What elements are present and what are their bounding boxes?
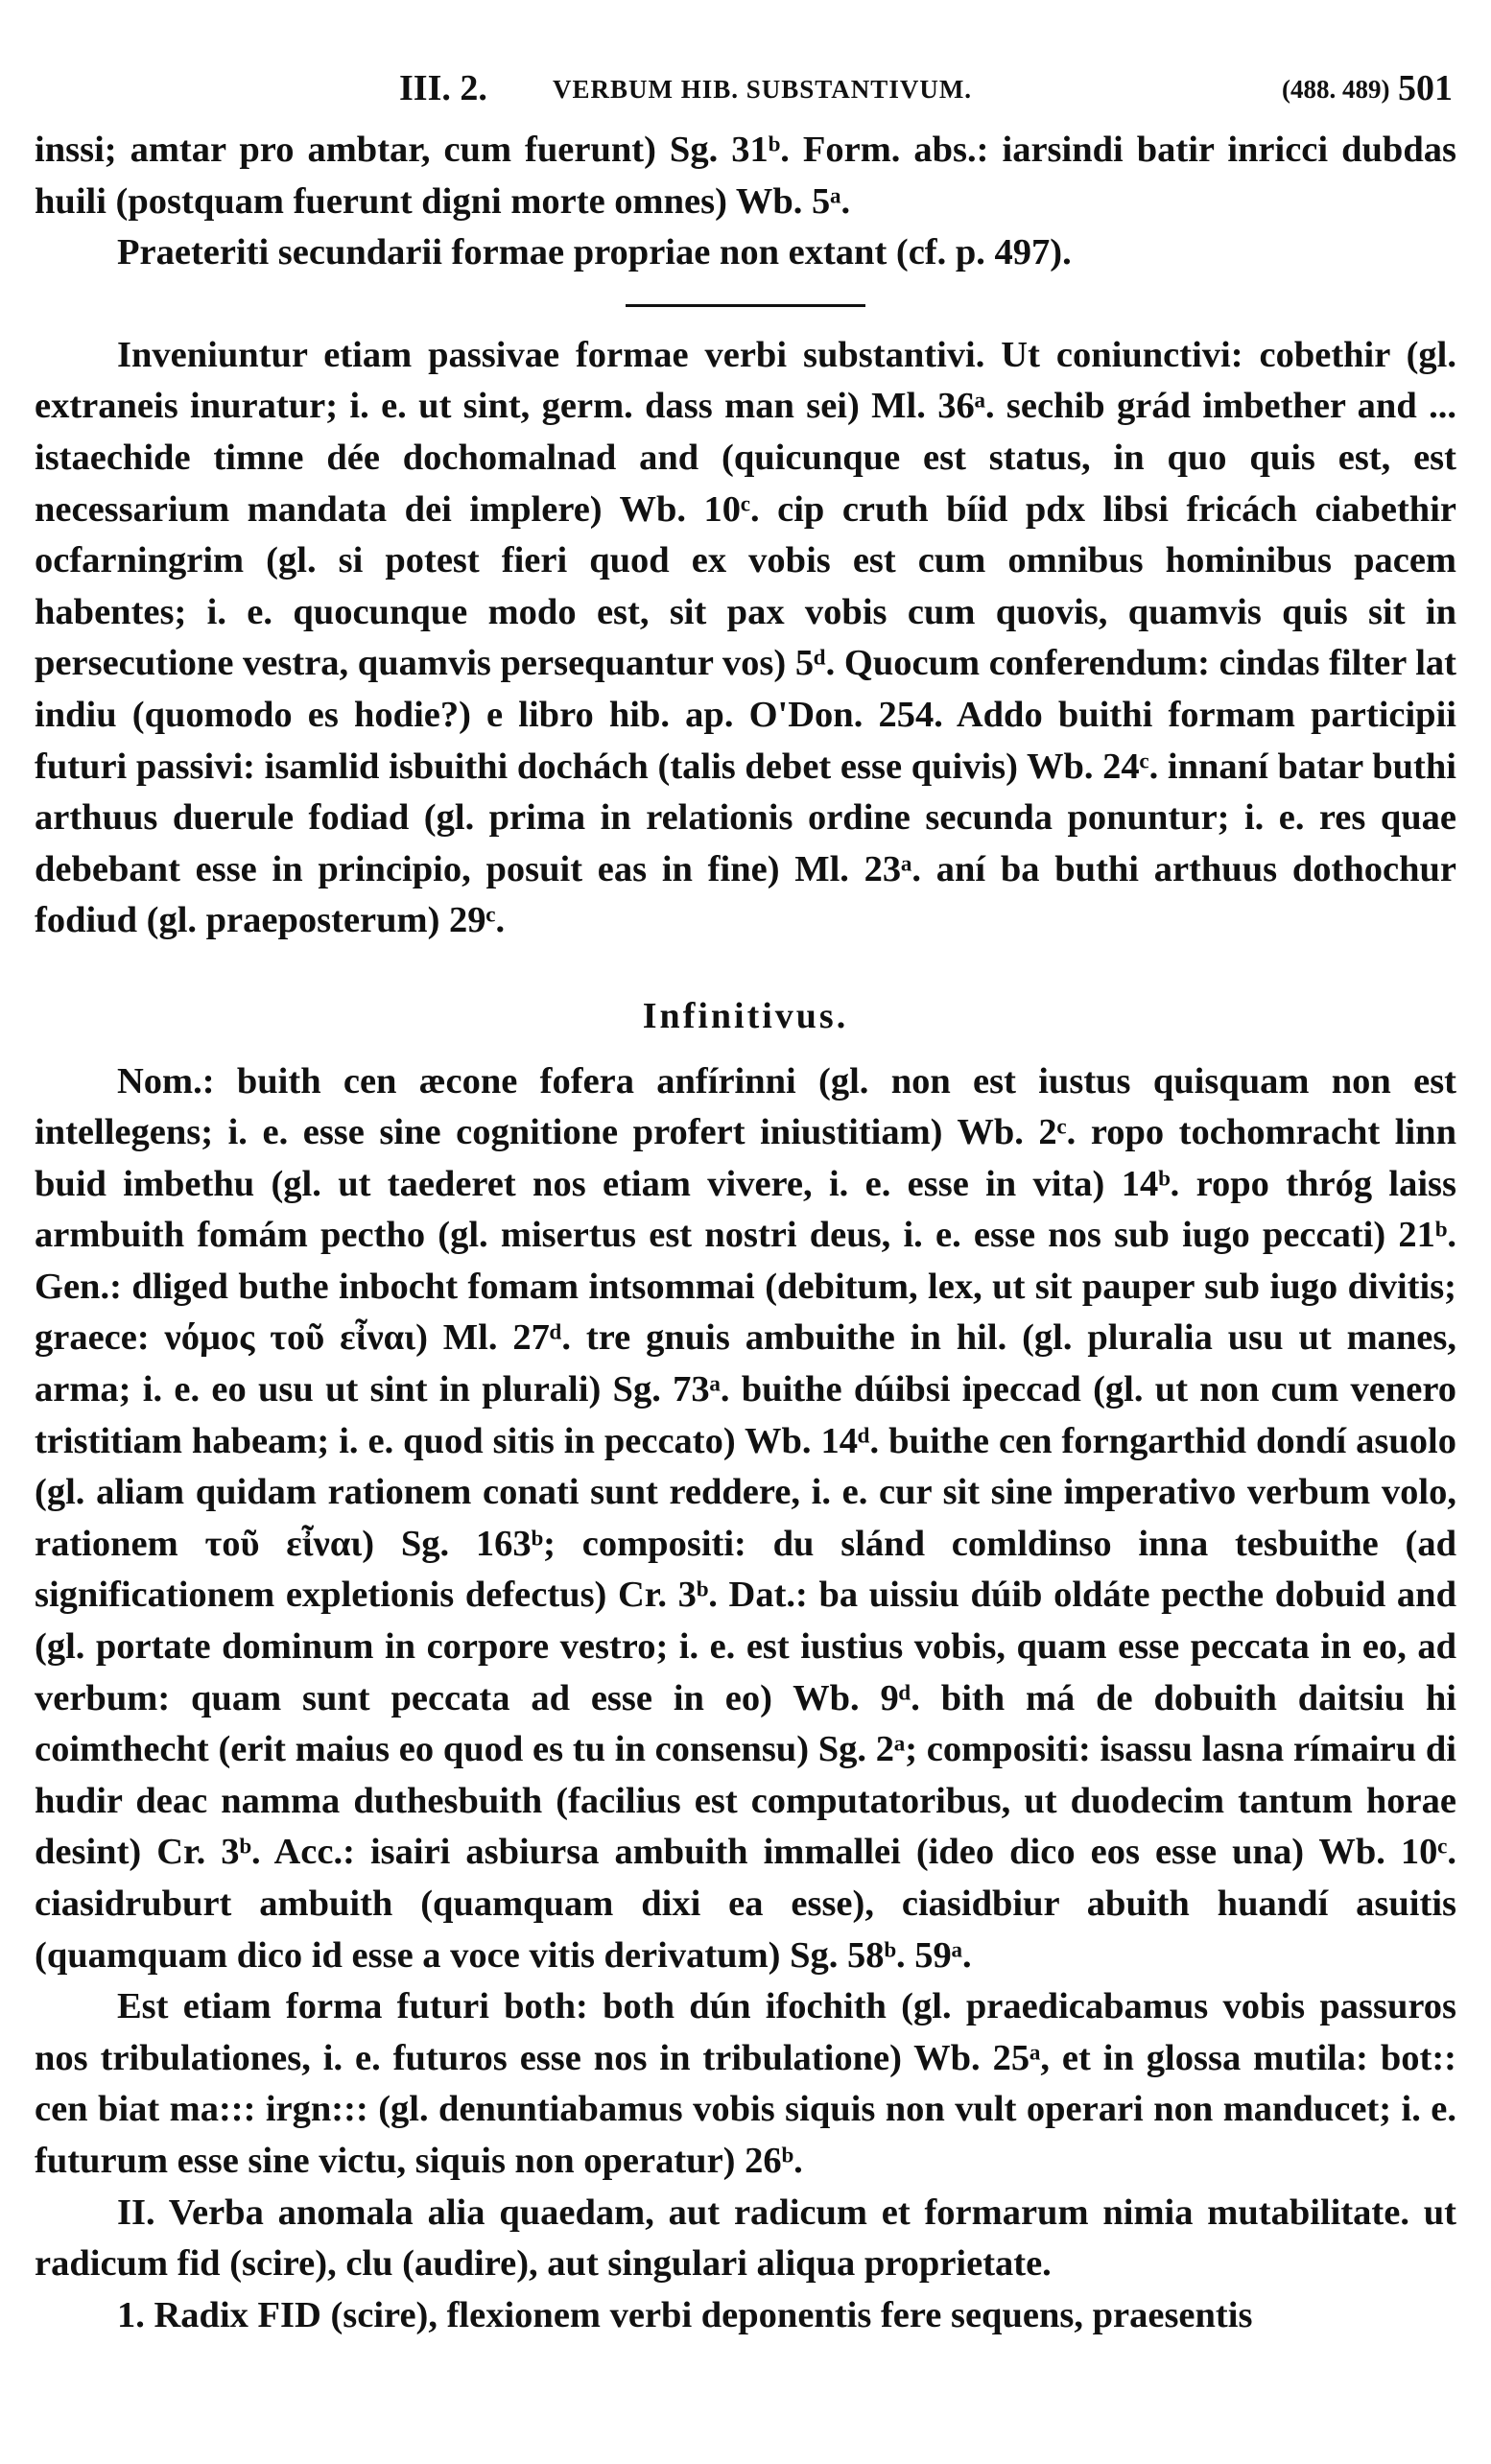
running-title: VERBUM HIB. SUBSTANTIVUM. (553, 75, 973, 104)
page-number: 501 (1398, 68, 1453, 108)
page-header (35, 67, 1456, 125)
separator-rule (626, 304, 865, 307)
paragraph-infinitive-cases: Nom.: buith cen æcone fofera anfírinni (gl. non est iustus quisquam non est intellegens; i. e. esse sine cognitione profert iniustitiam) Wb. 2ᶜ. ropo tochomracht linn buid imbethu (gl. ut taederet nos etiam vivere, i. e. esse in vita) 14ᵇ. ropo thróg laiss armbuith fomám pectho (gl. misertus est nostri deus, i. e. esse nos sub iugo peccati) 21ᵇ. Gen.: dliged buthe inbocht fomam intsommai (debitum, lex, ut sit pauper sub iugo divitis; graece: νόμος τοῦ εἶναι) Ml. 27ᵈ. tre gnuis ambuithe in hil. (gl. pluralia usu ut manes, arma; i. e. eo usu ut sint in plurali) Sg. 73ᵃ. buithe dúibsi ipeccad (gl. ut non cum venero tristitiam habeam; i. e. quod sitis in peccato) Wb. 14ᵈ. buithe cen forngarthid dondí asuolo (gl. aliam quidam rationem conati sunt reddere, i. e. cur sit sine imperativo verbum volo, rationem τοῦ εἶναι) Sg. 163ᵇ; compositi: du slánd comldinso inna tesbuithe (ad significationem expletionis defectus) Cr. 3ᵇ. Dat.: ba uissiu dúib oldáte pecthe dobuid and (gl. portate dominum in corpore vestro; i. e. est iustius vobis, quam esse peccata in eo, ad verbum: quam sunt peccata ad esse in eo) Wb. 9ᵈ. bith má de dobuith daitsiu hi coimthecht (erit maius eo quod es tu in consensu) Sg. 2ᵃ; compositi: isassu lasna rímairu di hudir deac namma duthesbuith (facilius est computatoribus, ut duodecim tantum horae desint) Cr. 3ᵇ. Acc.: isairi asbiursa ambuith immallei (ideo dico eos esse una) Wb. 10ᶜ. ciasidruburt ambuith (quamquam dixi ea esse), ciasidbiur abuith huandí asuitis (quamquam dico id esse a voce vitis derivatum) Sg. 58ᵇ. 59ᵃ. (35, 1060, 1456, 1976)
body-text (35, 125, 1456, 2341)
paragraph-1: inssi; amtar pro ambtar, cum fuerunt) Sg. 31ᵇ. Form. abs.: iarsindi batir inricci dubdas huili (postquam fuerunt digni morte omnes) Wb. 5ᵃ. (35, 130, 1456, 222)
paragraph-passive-forms: Inveniuntur etiam passivae formae verbi substantivi. Ut coniunctivi: cobethir (gl. extraneis inuratur; i. e. ut sint, germ. dass man sei) Ml. 36ᵃ. sechib grád imbether and ... istaechide timne dée dochomalnad and (quicunque est status, in quo quis est, est necessarium mandata dei implere) Wb. 10ᶜ. cip cruth bíid pdx libsi fricách ciabethir ocfarningrim (gl. si potest fieri quod ex vobis est cum omnibus hominibus pacem habentes; i. e. quocunque modo est, sit pax vobis cum quovis, quamvis quis sit in persecutione vestra, quamvis persequantur vos) 5ᵈ. Quocum conferendum: cindas filter lat indiu (quomodo es hodie?) e libro hib. ap. O'Don. 254. Addo buithi formam participii futuri passivi: isamlid isbuithi dochách (talis debet esse quivis) Wb. 24ᶜ. innaní batar buthi arthuus duerule fodiad (gl. prima in relationis ordine secunda ponuntur; i. e. res quae debebant esse in principio, posuit eas in fine) Ml. 23ᵃ. aní ba buthi arthuus dothochur fodiud (gl. praeposterum) 29ᶜ. (35, 334, 1456, 941)
paragraph-2: Praeteriti secundarii formae propriae non extant (cf. p. 497). (117, 232, 1072, 273)
paragraph-future-form: Est etiam forma futuri both: both dún ifochith (gl. praedicabamus vobis passuros nos tribulationes, i. e. futuros esse nos in tribulatione) Wb. 25ᵃ, et in glossa mutila: bot:: cen biat ma::: irgn::: (gl. denuntiabamus vobis siquis non vult operari non manducet; i. e. futurum esse sine victu, siquis non operatur) 26ᵇ. (35, 1986, 1456, 2181)
paragraph-anomalous-verbs: II. Verba anomala alia quaedam, aut radicum et formarum nimia mutabilitate. ut radicum fid (scire), clu (audire), aut singulari aliqua proprietate. (35, 2192, 1456, 2285)
section-heading-infinitivus: Infinitivus. (642, 995, 849, 1036)
paragraph-radix-fid: 1. Radix FID (scire), flexionem verbi deponentis fere sequens, praesentis (117, 2294, 1253, 2335)
section-references: (488. 489) (1282, 75, 1390, 104)
section-number: III. 2. (399, 68, 487, 108)
